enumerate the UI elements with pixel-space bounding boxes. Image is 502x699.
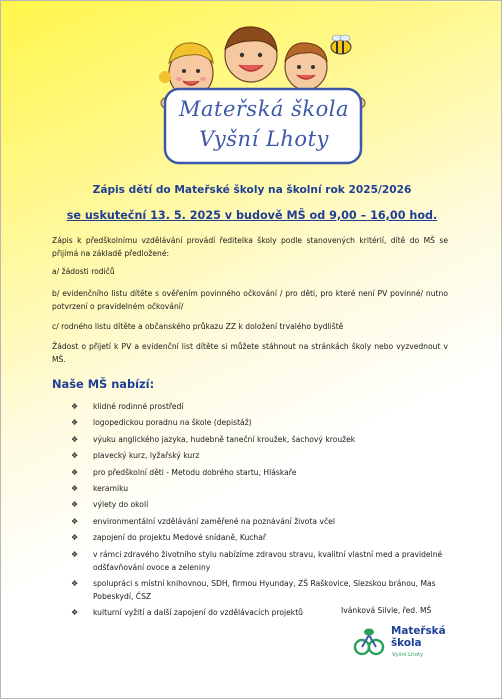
list-item-text: spolupráci s místní knihovnou, SDH, firmou Hyunday, ZŠ Raškovice, Slezskou bránou, Mas Pobeskydí, ČSZ xyxy=(93,578,436,601)
diamond-bullet-icon: ❖ xyxy=(71,500,79,510)
list-item xyxy=(71,449,461,462)
list-item-text: kulturní vyžití a další zapojení do vzdělávacích projektů xyxy=(93,608,303,618)
list-item xyxy=(71,416,461,429)
logo-title-line2: Vyšní Lhoty xyxy=(199,127,329,151)
list-item-text: zapojení do projektu Medové snídaně, Kuchař xyxy=(93,533,267,543)
list-item-text: klidné rodinné prostředí xyxy=(93,402,184,411)
requirement-a: a/ žádosti rodičů xyxy=(52,267,115,276)
diamond-bullet-icon: ❖ xyxy=(71,467,79,477)
diamond-bullet-icon: ❖ xyxy=(71,402,79,411)
headline: Zápis dětí do Mateřské školy na školní rok 2025/2026 xyxy=(92,184,412,196)
list-item-text: výuku anglického jazyka, hudebně taneční kroužek, šachový kroužek xyxy=(93,434,356,444)
list-item-text: plavecký kurz, lyžařský kurz xyxy=(93,451,200,461)
diamond-bullet-icon: ❖ xyxy=(71,451,79,461)
diamond-bullet-icon: ❖ xyxy=(71,578,79,588)
signature: Ivánková Silvie, řed. MŠ xyxy=(341,606,432,615)
list-item-text: pro předškolní děti - Metodu dobrého startu, Hláskaře xyxy=(93,467,297,477)
list-item-text: výlety do okolí xyxy=(93,500,149,510)
bee-figure xyxy=(331,35,351,54)
list-item-text: logopedickou poradnu na škole (depistáž) xyxy=(93,418,252,428)
diamond-bullet-icon: ❖ xyxy=(71,608,79,618)
application-paragraph: Žádost o přijetí k PV a evidenční list dítěte si můžete stáhnout na stránkách školy nebo vyzvednout v MŠ. xyxy=(52,342,448,364)
boy-right-figure xyxy=(285,43,327,90)
bee-honeycomb-icon xyxy=(351,625,387,659)
offer-list xyxy=(71,400,461,623)
list-item xyxy=(71,548,461,574)
list-item-text: environmentální vzdělávání zaměřené na poznávání života včel xyxy=(93,516,335,526)
school-header-logo xyxy=(151,11,371,169)
list-item xyxy=(71,482,461,495)
requirement-c: c/ rodného listu dítěte a občanského průkazu ZZ k doložení trvalého bydliště xyxy=(52,322,344,331)
footer-logo-line1: Mateřská xyxy=(391,625,446,637)
footer-logo-line2: škola xyxy=(391,637,422,649)
footer-logo-subtitle: Vyšní Lhoty xyxy=(392,652,424,658)
list-item xyxy=(71,400,461,413)
boy-center-figure xyxy=(225,27,277,82)
requirement-b: b/ evidenčního listu dítěte s ověřením povinného očkování / pro děti, pro které není PV povinné/ nutno potvrzení o pravidelném očkování/ xyxy=(52,289,448,311)
footer-school-logo xyxy=(351,621,461,667)
list-item xyxy=(71,577,461,603)
diamond-bullet-icon: ❖ xyxy=(71,483,79,493)
offer-title: Naše MŠ nabízí: xyxy=(52,377,155,391)
list-item-text: keramiku xyxy=(93,483,129,493)
list-item xyxy=(71,498,461,511)
list-item-text: v rámci zdravého životního stylu nabízíme zdravou stravu, kvalitní vlastní med a pravidelné odšťavňování ovoce a zeleniny xyxy=(93,549,443,572)
diamond-bullet-icon: ❖ xyxy=(71,549,79,559)
diamond-bullet-icon: ❖ xyxy=(71,418,79,428)
diamond-bullet-icon: ❖ xyxy=(71,533,79,543)
logo-title-line1: Mateřská škola xyxy=(179,97,350,121)
intro-paragraph: Zápis k předškolnímu vzdělávání provádí ředitelka školy podle stanovených kritérií, dítě do MŠ se přijímá na základě předložené: xyxy=(52,236,448,258)
list-item xyxy=(71,531,461,544)
diamond-bullet-icon: ❖ xyxy=(71,434,79,444)
list-item xyxy=(71,433,461,446)
list-item xyxy=(71,515,461,528)
subheadline: se uskuteční 13. 5. 2025 v budově MŠ od 9,00 – 16,00 hod. xyxy=(66,209,438,222)
diamond-bullet-icon: ❖ xyxy=(71,516,79,526)
list-item xyxy=(71,466,461,479)
